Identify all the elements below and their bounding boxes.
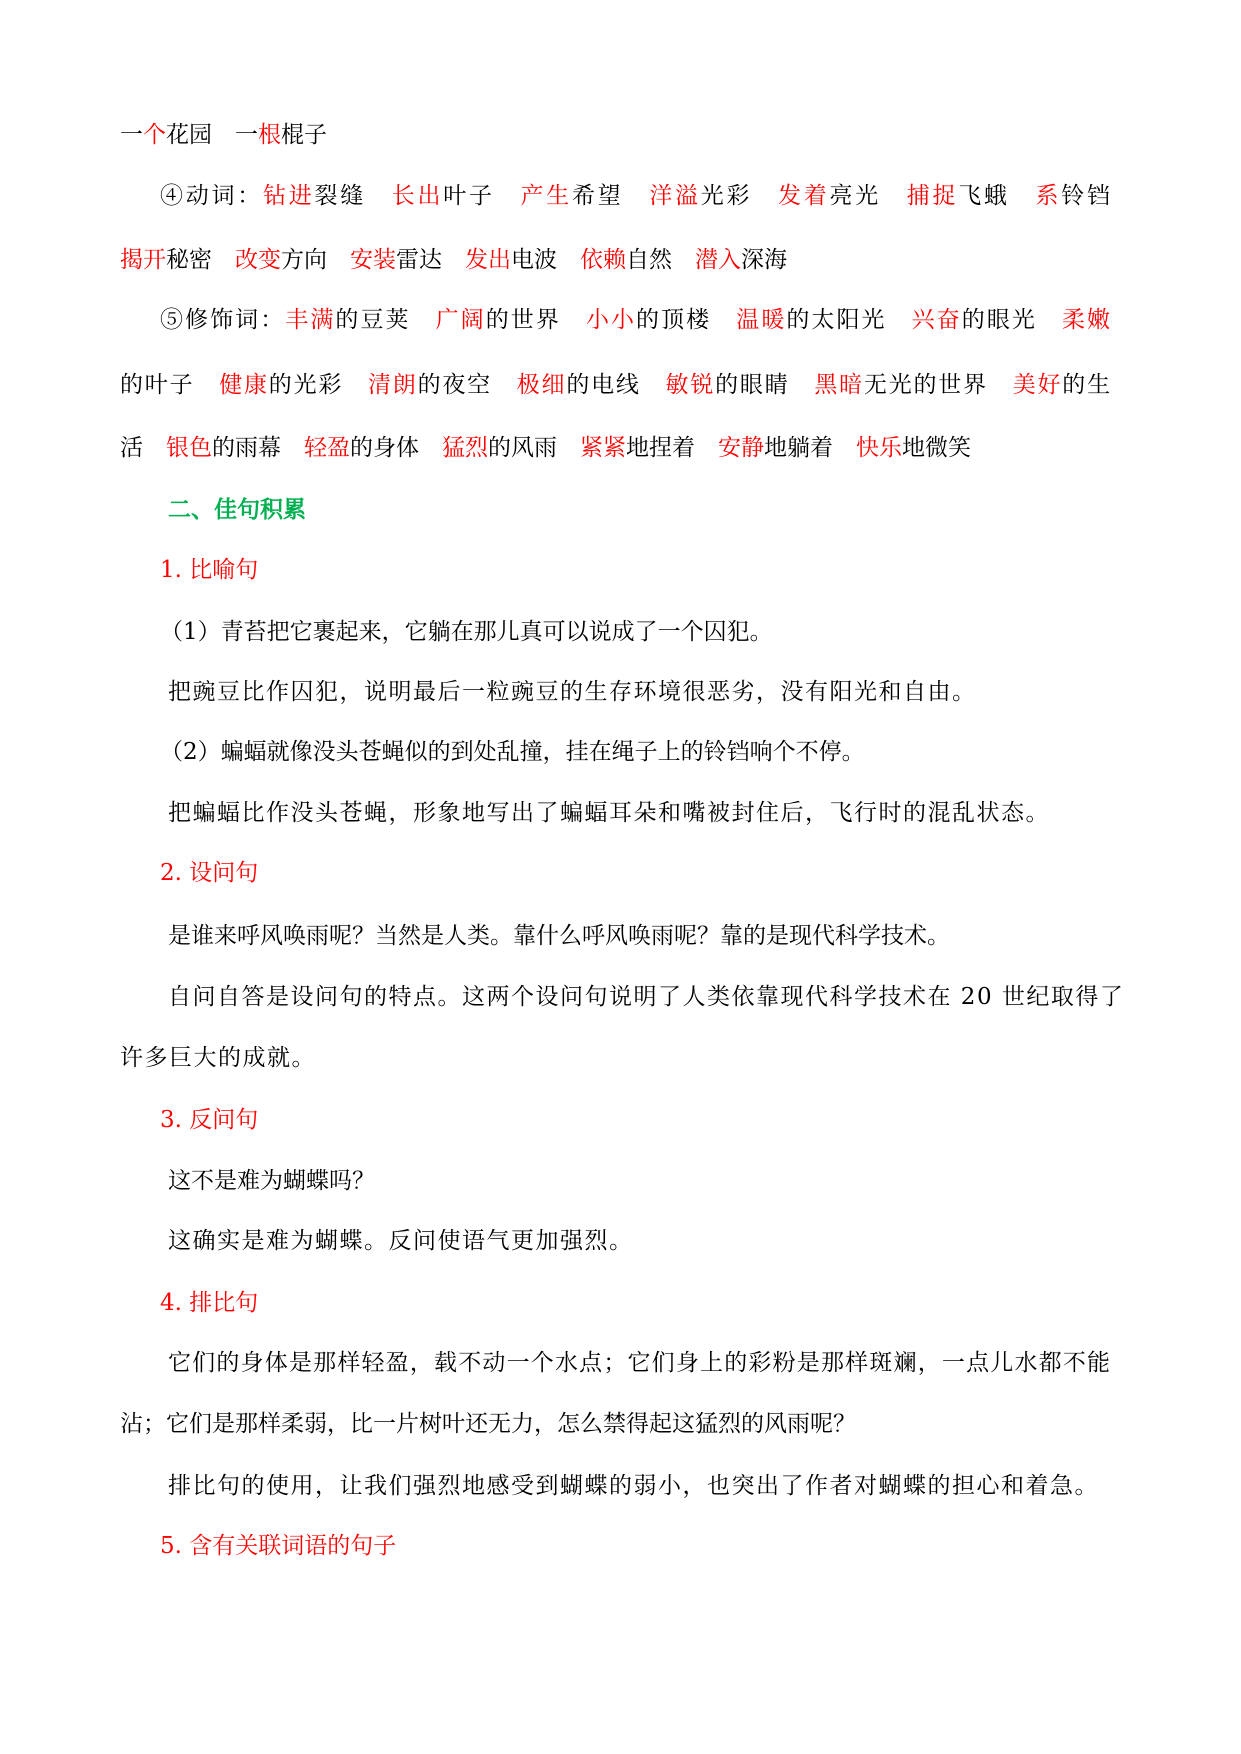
text-line [168,1226,634,1256]
text-segment: 这不是难为蝴蝶吗？ [168,1168,375,1194]
text-segment: 的生 [1062,372,1111,398]
highlighted-text: 2. 设问句 [160,860,259,886]
text-segment: 雷达 [396,247,465,273]
text-line [160,737,865,767]
highlighted-text: 安装 [350,247,396,273]
text-segment: 花园 一 [166,122,258,148]
highlighted-text: 银色 [166,435,212,461]
subsection-heading [160,1105,258,1135]
text-line [120,370,1110,400]
text-line [160,617,773,647]
highlighted-text: 安静 [718,435,764,461]
text-line [168,1471,1099,1501]
highlighted-text: 温暖 [736,307,787,333]
text-segment: ⑤修饰词： [160,307,286,333]
highlighted-text: 产生 [520,183,572,209]
highlighted-text: 长出 [391,183,444,209]
highlighted-text: 洋溢 [649,183,701,209]
text-segment: 自问自答是设问句的特点。这两个设问句说明了人类依靠现代科学技术在 20 世纪取得了 [168,984,1125,1010]
text-segment: 这确实是难为蝴蝶。反问使语气更加强烈。 [168,1228,634,1254]
text-segment: ④动词： [160,183,263,209]
highlighted-text: 敏锐 [665,372,716,398]
text-line [168,1348,1110,1378]
text-segment: 的叶子 [120,372,220,398]
highlighted-text: 改变 [235,247,281,273]
text-line [120,245,787,275]
text-segment: 的身体 [350,435,442,461]
text-segment: 方向 [281,247,350,273]
text-segment: 自然 [626,247,695,273]
text-line [168,1166,375,1196]
subsection-heading [160,1531,396,1561]
text-segment: 电波 [511,247,580,273]
text-segment: 把蝙蝠比作没头苍蝇，形象地写出了蝙蝠耳朵和嘴被封住后，飞行时的混乱状态。 [168,800,1050,826]
highlighted-text: 个 [143,122,166,148]
text-segment: 的光彩 [268,372,368,398]
highlighted-text: 依赖 [580,247,626,273]
highlighted-text: 极细 [516,372,567,398]
highlighted-text: 黑暗 [814,372,864,398]
text-segment: 铃铛 [1061,183,1110,209]
text-segment: 叶子 [443,183,521,209]
highlighted-text: 潜入 [695,247,741,273]
highlighted-text: 发出 [465,247,511,273]
text-segment: 二、佳句积累 [168,497,306,523]
text-segment: 排比句的使用，让我们强烈地感受到蝴蝶的弱小，也突出了作者对蝴蝶的担心和着急。 [168,1473,1099,1499]
text-segment: 的太阳光 [786,307,912,333]
highlighted-text: 揭开 [120,247,166,273]
text-segment: 裂缝 [314,183,392,209]
text-segment: 秘密 [166,247,235,273]
highlighted-text: 丰满 [285,307,336,333]
highlighted-text: 1. 比喻句 [160,557,259,583]
highlighted-text: 清朗 [367,372,418,398]
text-segment: 沾；它们是那样柔弱，比一片树叶还无力，怎么禁得起这猛烈的风雨呢？ [120,1411,856,1437]
highlighted-text: 钻进 [263,183,315,209]
highlighted-text: 系 [1035,183,1062,209]
text-segment: 它们的身体是那样轻盈，载不动一个水点；它们身上的彩粉是那样斑斓，一点儿水都不能 [168,1350,1110,1376]
text-segment: 的顶楼 [636,307,737,333]
text-line [168,921,950,951]
highlighted-text: 捕捉 [906,183,959,209]
text-segment: 希望 [572,183,650,209]
text-segment: 是谁来呼风唤雨呢？当然是人类。靠什么呼风唤雨呢？靠的是现代科学技术。 [168,923,950,949]
highlighted-text: 紧紧 [580,435,626,461]
highlighted-text: 发着 [778,183,830,209]
text-segment: 把豌豆比作囚犯，说明最后一粒豌豆的生存环境很恶劣，没有阳光和自由。 [168,679,977,705]
highlighted-text: 根 [258,122,281,148]
highlighted-text: 健康 [219,372,269,398]
text-segment: 光彩 [700,183,778,209]
text-segment: 无光的世界 [863,372,1013,398]
text-segment: 的风雨 [488,435,580,461]
text-line [120,1409,856,1439]
highlighted-text: 3. 反问句 [160,1107,259,1133]
text-segment: 地躺着 [764,435,856,461]
text-segment: 的雨幕 [212,435,304,461]
text-segment: （1）青苔把它裹起来，它躺在那儿真可以说成了一个囚犯。 [160,619,773,645]
subsection-heading [160,858,258,888]
text-segment: 的豆荚 [335,307,436,333]
text-segment: 许多巨大的成就。 [120,1045,316,1071]
highlighted-text: 快乐 [856,435,902,461]
text-segment: 的眼睛 [715,372,815,398]
highlighted-text: 猛烈 [442,435,488,461]
highlighted-text: 广阔 [435,307,486,333]
section-heading [168,495,306,525]
text-segment: 棍子 [281,122,327,148]
text-segment: 一 [120,122,143,148]
text-segment: 飞蛾 [958,183,1036,209]
text-segment: 的电线 [566,372,666,398]
text-line [160,305,1110,335]
text-segment: 地捏着 [626,435,718,461]
text-segment: 地微笑 [902,435,971,461]
text-segment: （2）蝙蝠就像没头苍蝇似的到处乱撞，挂在绳子上的铃铛响个不停。 [160,739,865,765]
text-line [168,677,977,707]
text-segment: 亮光 [829,183,907,209]
highlighted-text: 美好 [1012,372,1063,398]
highlighted-text: 小小 [585,307,637,333]
highlighted-text: 轻盈 [304,435,350,461]
text-line [120,1043,316,1073]
text-line [120,433,971,463]
highlighted-text: 兴奋 [911,307,962,333]
subsection-heading [160,555,258,585]
subsection-heading [160,1288,258,1318]
text-line [120,120,327,150]
highlighted-text: 柔嫩 [1061,307,1111,333]
text-segment: 的夜空 [417,372,517,398]
text-line [168,982,1125,1012]
highlighted-text: 5. 含有关联词语的句子 [160,1533,397,1559]
text-segment: 的世界 [485,307,586,333]
text-line [160,181,1110,211]
text-line [168,798,1050,828]
text-segment: 深海 [741,247,787,273]
text-segment: 的眼光 [961,307,1062,333]
text-segment: 活 [120,435,166,461]
highlighted-text: 4. 排比句 [160,1290,259,1316]
